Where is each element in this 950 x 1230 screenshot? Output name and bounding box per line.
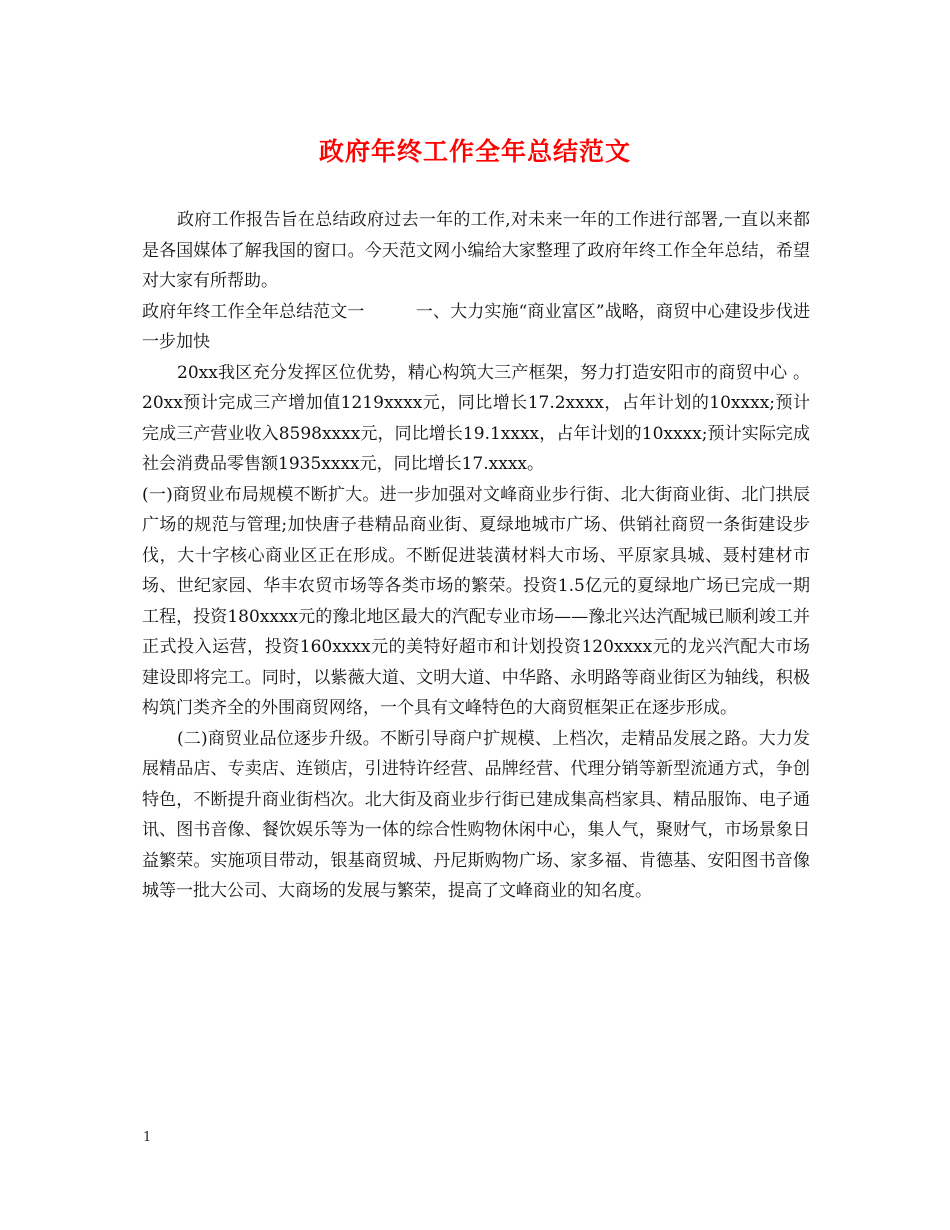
document-title: 政府年终工作全年总结范文 <box>318 137 631 166</box>
quality-upgrade-paragraph: (二)商贸业品位逐步升级。不断引导商户扩规模、上档次，走精品发展之路。大力发展精品店、专卖店、连锁店，引进特许经营、品牌经营、代理分销等新型流通方式，争创特色，不断提升商业街档次。北大街及商业步行街已建成集高档家具、精品服饰、电子通讯、图书音像、餐饮娱乐等为一体的综合性购物休闲中心，集人气，聚财气，市场景象日益繁荣。实施项目带动，银基商贸城、丹尼斯购物广场、家多福、肯德基、安阳图书音像城等一批大公司、大商场的发展与繁荣，提高了文峰商业的知名度。 <box>142 728 810 901</box>
document-body <box>142 205 810 907</box>
intro-paragraph: 政府工作报告旨在总结政府过去一年的工作,对未来一年的工作进行部署,一直以来都是各国媒体了解我国的窗口。今天范文网小编给大家整理了政府年终工作全年总结，希望对大家有所帮助。 <box>142 210 810 291</box>
summary-paragraph: 20xx我区充分发挥区位优势，精心构筑大三产框架，努力打造安阳市的商贸中心 。20xx预计完成三产增加值1219xxxx元，同比增长17.2xxxx，占年计划的10xxxx;预计完成三产营业收入8598xxxx元，同比增长19.1xxxx，占年计划的10xxxx;预计实际完成社会消费品零售额1935xxxx元，同比增长17.xxxx。 <box>142 362 810 474</box>
page-number: 1 <box>143 1130 152 1145</box>
section-heading-paragraph: 政府年终工作全年总结范文一 一、大力实施“商业富区”战略，商贸中心建设步伐进一步加快 <box>142 301 810 352</box>
layout-expansion-paragraph: (一)商贸业布局规模不断扩大。进一步加强对文峰商业步行街、北大街商业街、北门拱辰广场的规范与管理;加快唐子巷精品商业街、夏绿地城市广场、供销社商贸一条街建设步伐，大十字核心商业区正在形成。不断促进装潢材料大市场、平原家具城、聂村建材市场、世纪家园、华丰农贸市场等各类市场的繁荣。投资1.5亿元的夏绿地广场已完成一期工程，投资180xxxx元的豫北地区最大的汽配专业市场——豫北兴达汽配城已顺利竣工并正式投入运营，投资160xxxx元的美特好超市和计划投资120xxxx元的龙兴汽配大市场建设即将完工。同时，以紫薇大道、文明大道、中华路、永明路等商业街区为轴线，积极构筑门类齐全的外围商贸网络，一个具有文峰特色的大商贸框架正在逐步形成。 <box>142 484 810 718</box>
